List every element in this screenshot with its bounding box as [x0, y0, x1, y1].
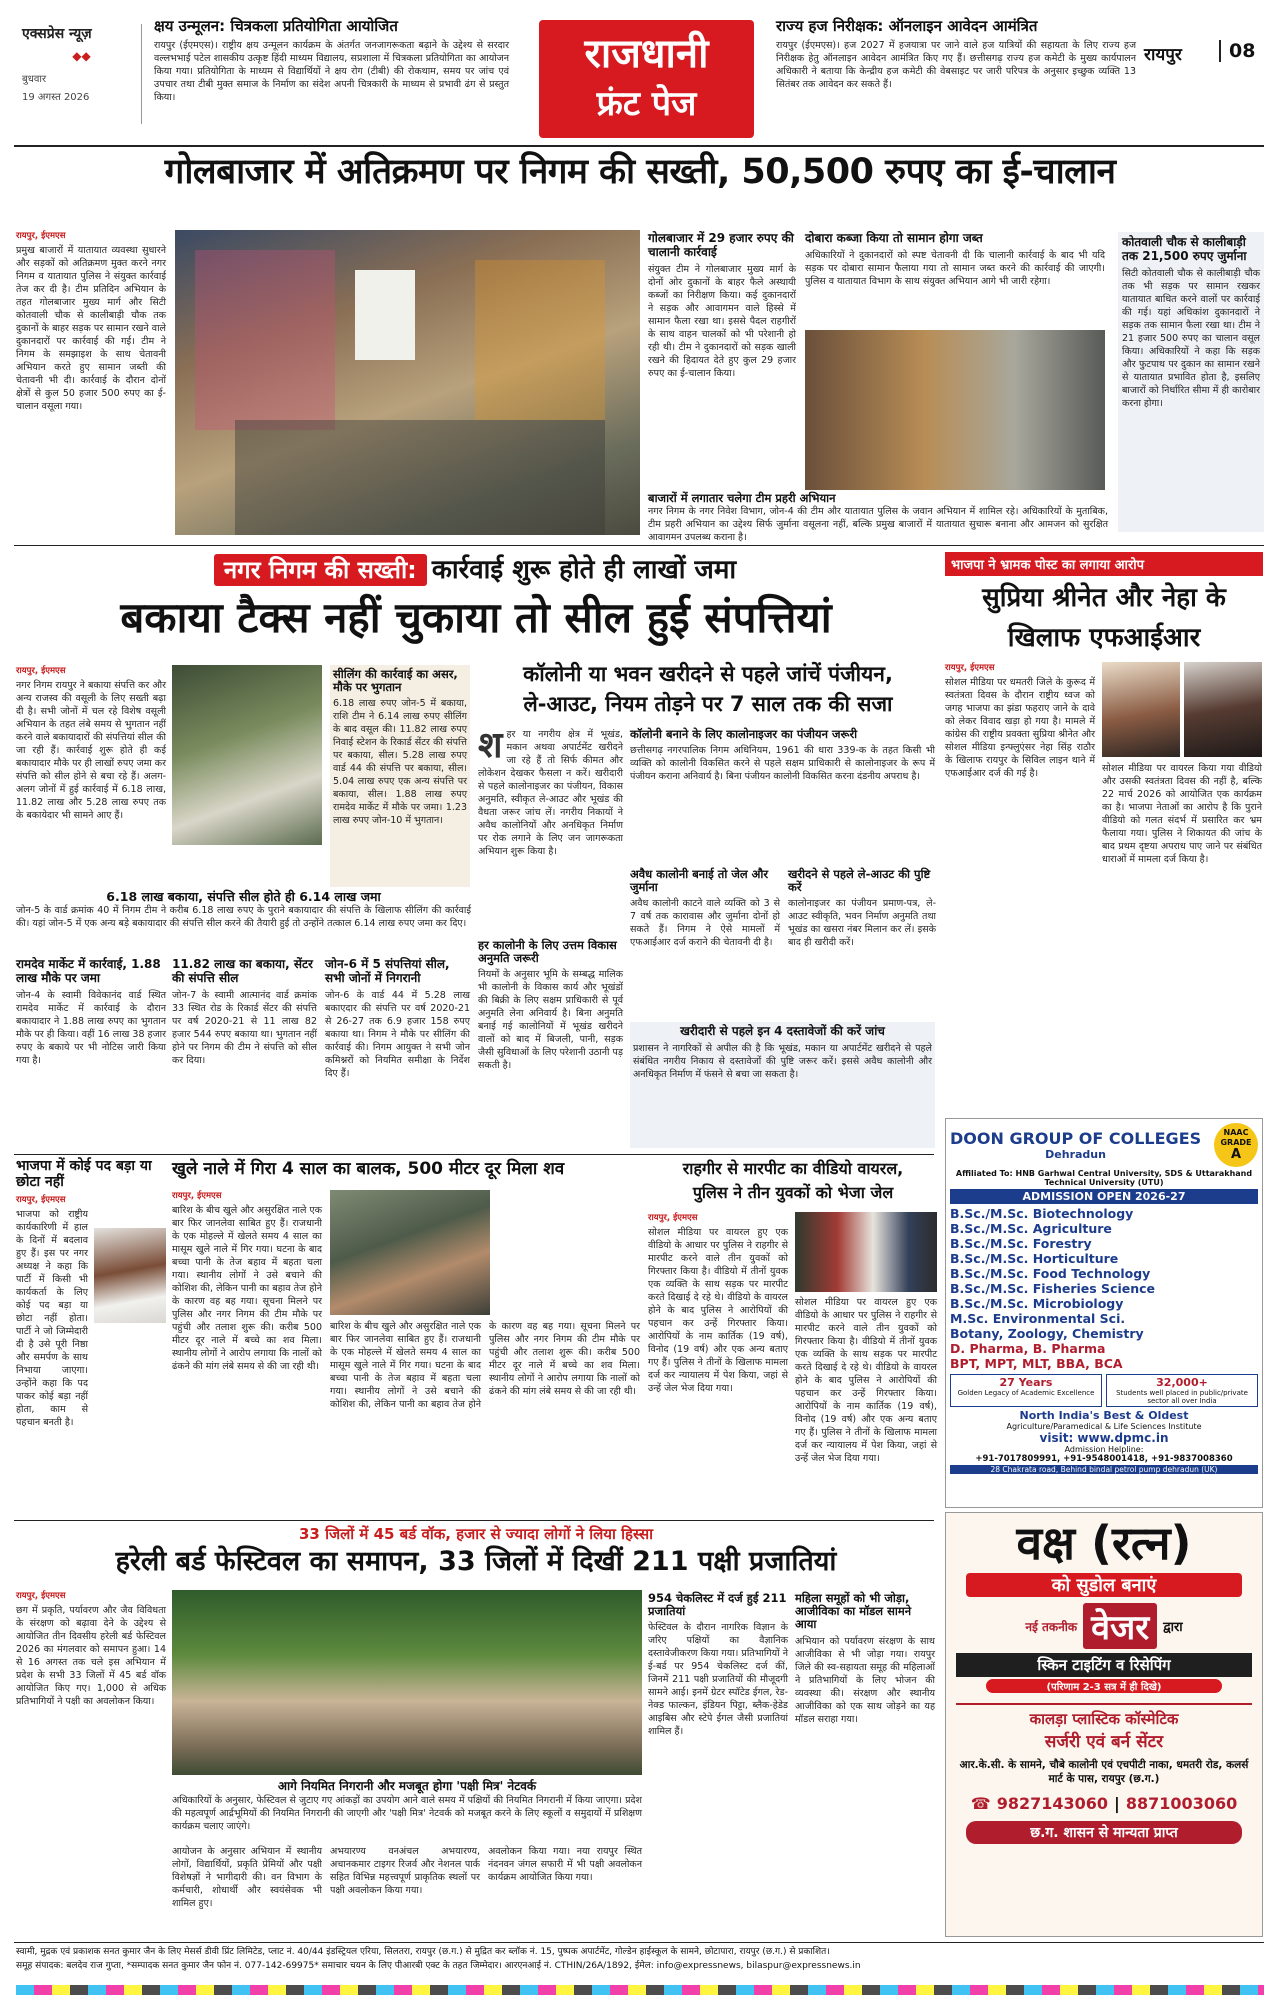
- naac-grade: A: [1230, 1147, 1242, 1162]
- ad-college-web[interactable]: visit: www.dpmc.in: [1039, 1431, 1169, 1445]
- colony-band-body: प्रशासन ने नागरिकों से अपील की है कि भूखंड, मकान या अपार्टमेंट खरीदने से पहले संबंधित नगरीय निकाय से दस्तावेजों की पुष्टि जरूर करें। इससे अवैध कालोनी और अनधिकृत निर्माण में फंसने से बचा जा सकता है।: [633, 1042, 932, 1080]
- lead-headline: गोलबाजार में अतिक्रमण पर निगम की सख्ती, 50,500 रुपए का ई-चालान: [164, 152, 1116, 192]
- colony-sub3-body: अवैध कालोनी काटने वाले व्यक्ति को 3 से 7 वर्ष तक कारावास और जुर्माना दोनों हो सकते हैं। निगम ने ऐसे मामलों में एफआईआर दर्ज कराने की चेतावनी दी है।: [630, 898, 780, 949]
- bird-rule: [14, 1520, 934, 1521]
- colony-col-1: [478, 725, 624, 1148]
- colony-sub1-headline: हर कालोनी के लिए उत्तम विकास अनुमति जरूरी: [478, 938, 617, 966]
- fir-byline: रायपुर, ईएमएस: [945, 663, 995, 673]
- naac-label: NAAC: [1223, 1128, 1249, 1137]
- course-item: B.Sc./M.Sc. Horticulture: [950, 1251, 1119, 1266]
- tax-sub-1-headline: रामदेव मार्केट में कार्रवाई, 1.88 लाख मौके पर जमा: [16, 957, 161, 985]
- brief-right-headline: राज्य हज निरीक्षक: ऑनलाइन आवेदन आमंत्रित: [776, 17, 1038, 35]
- phone-icon: ☎: [970, 1794, 991, 1813]
- lead-side: [1118, 232, 1264, 532]
- fir-kicker: भाजपा ने भ्रामक पोस्ट का लगाया आरोप: [945, 552, 1263, 576]
- course-item: Botany, Zoology, Chemistry: [950, 1326, 1144, 1341]
- tax-sub-2-headline: 11.82 लाख का बकाया, सेंटर की संपत्ति सील: [172, 957, 313, 985]
- footer-editor: समूह संपादक: बलदेव राज गुप्ता, *सम्पादक सनत कुमार जैन फोन नं. 077-142-69975* समाचार चयन के लिए पीआरबी एक्ट के तहत जिम्मेदार। आरएनआई नं. CTHIN/26A/1892, ईमेल: info@expressnews, bilaspur@expressnews.in: [16, 1961, 861, 1971]
- viral-headline-2: पुलिस ने तीन युवकों को भेजा जेल: [692, 1183, 894, 1202]
- ad-college-place: Dehradun: [1045, 1148, 1106, 1161]
- bird-body-4: अवलोकन किया गया। नया रायपुर स्थित नंदनवन जंगल सफारी में भी पक्षी अवलोकन कार्यक्रम आयोजित किया गया।: [488, 1846, 642, 1883]
- bird-sub1-headline: 954 चेकलिस्ट में दर्ज हुई 211 प्रजातियां: [648, 1591, 787, 1619]
- tax-sub-1: [16, 958, 166, 1148]
- colony-sub2-headline: कॉलोनी बनाने के लिए कालोनाइजर का पंजीयन जरूरी: [630, 727, 858, 741]
- masthead: [14, 18, 1264, 142]
- ad-clinic-tagline: स्किन टाइटिंग व रिसेपिंग: [956, 1653, 1252, 1677]
- ad-college-name: DOON GROUP OF COLLEGES: [950, 1129, 1202, 1148]
- tax-photo: [172, 665, 322, 845]
- section-title-line2: फ्रंट पेज: [596, 84, 697, 124]
- course-item: B.Sc./M.Sc. Fisheries Science: [950, 1281, 1156, 1296]
- bird-sub2-headline: महिला समूहों को भी जोड़ा, आजीविका का मॉडल सामने आया: [795, 1591, 912, 1632]
- bird-photo: [172, 1590, 642, 1775]
- colony-sub2-body: छत्तीसगढ़ नगरपालिक निगम अधिनियम, 1961 की धारा 339-क के तहत किसी भी व्यक्ति को कालोनी विकसित करने से पहले सक्षम प्राधिकारी से कालोनाइजर के रूप में पंजीयन कराना अनिवार्य है। बिना पंजीयन कालोनी विकसित करना दंडनीय अपराध है।: [630, 745, 935, 783]
- bird-kicker: 33 जिलों में 45 बर्ड वॉक, हजार से ज्यादा लोगों ने लिया हिस्सा: [299, 1525, 653, 1543]
- tax-sub-3: [325, 958, 470, 1148]
- ad-clinic-new-tech: नई तकनीक: [1025, 1619, 1078, 1634]
- tax-body: नगर निगम रायपुर ने बकाया संपत्ति कर और अन्य राजस्व की वसूली के लिए सख्ती बढ़ा दी है। सभी जोनों में चल रहे विशेष वसूली अभियान के तहत लंबे समय से भुगतान नहीं करने वाले बकायादारों की संपत्तियां सील की जा रही हैं। कार्रवाई शुरू होते ही कई बकायादार मौके पर ही लाखों रुपए जमा कर संपत्ति को सील होने से बचा रहे हैं। अलग-अलग जोनों में हुई कार्रवाई में 6.18 लाख, 11.82 लाख और 5.28 लाख रुपए तक के बकायेदार भी सामने आए हैं।: [16, 680, 166, 821]
- colony-col-2: [630, 728, 935, 858]
- bird-byline: रायपुर, ईएमएस: [16, 1591, 66, 1601]
- lead-photo-shops: [805, 330, 1105, 490]
- fir-photo-neha: [1184, 662, 1262, 757]
- lead-sub2-body: अधिकारियों ने दुकानदारों को स्पष्ट चेतावनी दी कि चालानी कार्रवाई के बाद भी यदि सड़क पर दोबारा सामान फैलाया गया तो सामान जब्त करने की कार्रवाई की जाएगी। पुलिस व यातायात विभाग के साथ संयुक्त अभियान आगे भी जारी रहेगा।: [805, 249, 1105, 287]
- colony-sub3-headline: अवैध कालोनी बनाई तो जेल और जुर्माना: [630, 867, 769, 895]
- bjp-brief-headline: भाजपा में कोई पद बड़ा या छोटा नहीं: [16, 1158, 152, 1191]
- ad-clinic-name-2: सर्जरी एवं बर्न सेंटर: [1044, 1732, 1164, 1752]
- lead-body: प्रमुख बाजारों में यातायात व्यवस्था सुधारने और सड़कों को अतिक्रमण मुक्त करने नगर निगम व यातायात पुलिस ने संयुक्त कार्रवाई तेज कर दी है। टीम प्रतिदिन अभियान के तहत गोलबाजार मुख्य मार्ग और सिटी कोतवाली चौक से कालीबाड़ी चौक तक दुकानों के बाहर सड़क पर सामान रखने वाले दुकानदारों पर कार्रवाई की गई। टीम ने निगम के समझाइश के साथ चेतावनी अभियान करते हुए सामान जब्ती की चेतावनी भी दी। कार्रवाई के दौरान दोनों क्षेत्रों से कुल 50 हजार 500 रुपए का ई-चालान वसूला गया।: [16, 245, 166, 412]
- ad-clinic[interactable]: [945, 1512, 1263, 1937]
- tax-sub-3-headline: जोन-6 में 5 संपत्तियां सील, सभी जोनों में निगरानी: [325, 957, 450, 985]
- course-item: B.Sc./M.Sc. Biotechnology: [950, 1206, 1134, 1221]
- colony-headline-2: ले-आउट, नियम तोड़ने पर 7 साल तक की सजा: [523, 692, 893, 716]
- bird-headline: हरेली बर्ड फेस्टिवल का समापन, 33 जिलों में दिखीं 211 पक्षी प्रजातियां: [115, 1546, 837, 1577]
- colony-band: [630, 1022, 935, 1148]
- brief-right: [776, 18, 1136, 138]
- colony-body-1-text: हर या नगरीय क्षेत्र में भूखंड, मकान अथवा अपार्टमेंट खरीदने जा रहे हैं तो सिर्फ कीमत और लोकेशन देखकर फैसला न करें। खरीदारी से पहले कालोनाइजर का पंजीयन, विकास अनुमति, स्वीकृत ले-आउट और भूखंड की वैधता जरूर जांच लें। नगरीय निकायों ने अवैध कालोनियों और अनधिकृत निर्माण पर रोक लगाने के लिए जन जागरूकता अभियान शुरू किया है।: [478, 729, 623, 857]
- footer-imprint: स्वामी, मुद्रक एवं प्रकाशक सनत कुमार जैन के लिए मेसर्स डीवी प्रिंट लिमिटेड, प्लाट नं. 40/44 इंडस्ट्रियल एरिया, सिलतरा, रायपुर (छ.ग.) से मुद्रित कर ब्लॉक नं. 15, पुष्पक अपार्टमेंट, गोल्डेन हाईस्कूल के सामने, छोटापारा, रायपुर (छ.ग.) से प्रकाशित।: [16, 1947, 830, 1957]
- colony-sub4-body: कालोनाइजर का पंजीयन प्रमाण-पत्र, ले-आउट स्वीकृति, भवन निर्माण अनुमति तथा भूखंड का खसरा नंबर मिलान कर लें। इसके बाद ही खरीदी करें।: [788, 898, 936, 949]
- tax-band-headline: 6.18 लाख बकाया, संपत्ति सील होते ही 6.14 लाख जमा: [106, 889, 381, 904]
- course-item: D. Pharma, B. Pharma: [950, 1341, 1106, 1356]
- tax-box-body: 6.18 लाख रुपए जोन-5 में बकाया, राशि टीम ने 6.14 लाख रुपए सीलिंग के बाद वसूल की। 11.82 लाख रुपए निवाई स्टेशन के रिकार्ड सेंटर की संपत्ति पर बकाया, सील। 5.28 लाख रुपए वार्ड 44 की संपत्ति पर बकाया, सील। 5.04 लाख रुपए एक अन्य संपत्ति पर बकाया, सील। 1.88 लाख रुपए रामदेव मार्केट में मौके पर जमा। 1.23 लाख रुपए जोन-10 में भुगतान।: [333, 698, 467, 827]
- tax-col-1: [16, 665, 166, 885]
- course-item: BPT, MPT, MLT, BBA, BCA: [950, 1356, 1123, 1371]
- section-title-line1: राजधानी: [584, 31, 709, 77]
- bird-box: [172, 1780, 642, 1840]
- viral-body-cont: सोशल मीडिया पर वायरल हुए एक वीडियो के आधार पर पुलिस ने राहगीर से मारपीट करने वाले तीन युवकों को गिरफ्तार किया है। वीडियो में तीनों युवक एक व्यक्ति के साथ सड़क पर मारपीट करते दिखाई दे रहे थे। वीडियो के वायरल होने के बाद पुलिस ने आरोपियों की पहचान कर उन्हें गिरफ्तार किया। आरोपियों के नाम कार्तिक (19 वर्ष), विनोद (19 वर्ष) और एक अन्य बताए गए हैं। पुलिस ने तीनों के खिलाफ मामला दर्ज कर न्यायालय में पेश किया, जहां से उन्हें जेल भेज दिया गया।: [795, 1297, 937, 1464]
- bird-col-2: [172, 1845, 322, 1930]
- paper-name: एक्सप्रेस न्यूज़: [22, 26, 92, 42]
- ad-college[interactable]: [945, 1118, 1263, 1508]
- masthead-rule: [14, 145, 1264, 147]
- colony-sub1-body: नियमों के अनुसार भूमि के सम्बद्ध मालिक भी कालोनी के विकास कार्य और भूखंडों की बिक्री के लिए सक्षम प्राधिकारी से पूर्व अनुमति लेना अनिवार्य है। बिना अनुमति बनाई गई कालोनियों में भूखंड खरीदने वालों को बाद में बिजली, पानी, सड़क जैसी सुविधाओं के लिए परेशानी उठानी पड़ सकती है।: [478, 969, 624, 1072]
- lead-sub1-headline: गोलबाजार में 29 हजार रुपए की चालानी कार्रवाई: [648, 231, 794, 259]
- course-item: M.Sc. Environmental Sci.: [950, 1311, 1126, 1326]
- lead-rule: [14, 545, 1264, 546]
- ad-college-phones[interactable]: +91-7017809991, +91-9548001418, +91-9837008360: [975, 1454, 1233, 1464]
- bird-col-4: [488, 1845, 642, 1930]
- lead-sub1-body: संयुक्त टीम ने गोलबाजार मुख्य मार्ग के दोनों ओर दुकानों के बाहर फैले अस्थायी कब्जों का निरीक्षण किया। कई दुकानदारों ने सड़क और आवागमन वाले हिस्से में सामान फैला रखा था। इससे पैदल राहगीरों के साथ वाहन चालकों को भी परेशानी हो रही थी। टीम ने दुकानदारों को सड़क खाली रखने की हिदायत देते हुए कुल 29 हजार रुपए का ई-चालान किया।: [648, 263, 796, 379]
- ad-clinic-name: कालड़ा प्लास्टिक कॉस्मेटिक: [1029, 1710, 1179, 1728]
- drain-col-2: [330, 1320, 640, 1496]
- fir-headline: सुप्रिया श्रीनेत और नेहा के खिलाफ एफआईआर: [982, 583, 1226, 653]
- brief-left: [154, 18, 509, 138]
- bird-sub-1: [648, 1592, 788, 1930]
- drain-body-cont: बारिश के बीच खुले और असुरक्षित नाले एक बार फिर जानलेवा साबित हुए हैं। राजधानी के एक मोहल्ले में खेलते समय 4 साल का मासूम खुले नाले में गिर गया। घटना के बाद बच्चा पानी के तेज बहाव में बहता चला गया। स्थानीय लोगों ने उसे बचाने की कोशिश की, लेकिन पानी का बहाव तेज होने के कारण वह बह गया। सूचना मिलने पर पुलिस और नगर निगम की टीम मौके पर पहुंची और तलाश शुरू की। करीब 500 मीटर दूर नाले में बच्चे का शव मिला। स्थानीय लोगों ने आरोप लगाया कि नालों को ढंकने की मांग लंबे समय से की जा रही थी।: [330, 1321, 640, 1410]
- colony-headline-1: कॉलोनी या भवन खरीदने से पहले जांचें पंजीयन,: [523, 662, 893, 686]
- lead-photo-market: [175, 230, 640, 535]
- ad-college-helpline: Admission Helpline:: [1064, 1445, 1144, 1454]
- drain-col-1: [172, 1190, 322, 1495]
- naac-grade-label: GRADE: [1220, 1138, 1252, 1147]
- tax-sub-2-body: जोन-7 के स्वामी आत्मानंद वार्ड क्रमांक 33 स्थित रोड के रिकार्ड सेंटर की संपत्ति पर वर्ष 2020-21 से 11 लाख 82 हजार 544 रुपए बकाया था। भुगतान नहीं होने पर निगम की टीम ने संपत्ति को सील कर दिया।: [172, 989, 317, 1066]
- lead-byline: रायपुर, ईएमएस: [16, 231, 66, 241]
- bird-col-3: [330, 1845, 480, 1930]
- ad-clinic-by: द्वारा: [1163, 1620, 1183, 1635]
- colony-col-4: [788, 868, 936, 1018]
- ad-clinic-address: आर.के.सी. के सामने, चौबे कालोनी एवं एचपीटी नाका, धमतरी रोड, कलर्स मार्ट के पास, रायपुर (छ.ग.): [959, 1759, 1249, 1785]
- tax-sub-3-body: जोन-6 के वार्ड 44 में 5.28 लाख बकाएदार की संपत्ति पर वर्ष 2020-21 से 26-27 तक 6.9 हजार 158 रुपए बकाया था। निगम ने मौके पर सीलिंग की कार्रवाई की। निगम आयुक्त ने सभी जोन कमिश्नरों को नियमित समीक्षा के निर्देश दिए हैं।: [325, 989, 470, 1079]
- ad-college-best: North India's Best & Oldest: [1019, 1409, 1189, 1422]
- bird-sub1-body: फेस्टिवल के दौरान नागरिक विज्ञान के जरिए पक्षियों का वैज्ञानिक दस्तावेजीकरण किया गया। प्रतिभागियों ने ई-बर्ड पर 954 चेकलिस्ट दर्ज कीं, जिनमें 211 पक्षी प्रजातियों की मौजूदगी सामने आई। इनमें ग्रेटर स्पॉटेड ईगल, रेड-नेक्ड फाल्कन, इंडियन पिट्टा, ब्लैक-हेडेड आइबिस और स्टेपे ईगल जैसी प्रजातियां शामिल हैं।: [648, 1622, 788, 1738]
- tax-band-body: जोन-5 के वार्ड क्रमांक 40 में निगम टीम ने करीब 6.18 लाख रुपए के पुराने बकायादार की संपत्ति के खिलाफ सीलिंग की कार्रवाई की। यहां जोन-5 में एक अन्य बड़े बकायादार की संपत्ति सील करने की तैयारी हुई तो उन्होंने तत्काल 6.14 लाख रुपए जमा कर दिए।: [16, 905, 471, 930]
- lead-sub2: [805, 232, 1105, 327]
- colony-dropcap: श: [478, 725, 503, 766]
- bjp-brief-byline: रायपुर, ईएमएस: [16, 1195, 66, 1206]
- colony-col-3: [630, 868, 780, 1018]
- drain-photo: [330, 1190, 490, 1315]
- footer-rule: [14, 1942, 1264, 1943]
- lead-sub2-headline: दोबारा कब्जा किया तो सामान होगा जब्त: [805, 231, 983, 245]
- ad-college-course-list: [950, 1206, 1258, 1371]
- ad-college-admission: ADMISSION OPEN 2026-27: [950, 1189, 1258, 1204]
- ad-clinic-note: (परिणाम 2-3 सत्र में ही दिखे): [986, 1679, 1222, 1693]
- naac-badge: [1214, 1123, 1258, 1167]
- brief-right-body: रायपुर (ईएमएस)। हज 2027 में हजयात्रा पर जाने वाले हज यात्रियों की सहायता के लिए राज्य हज निरीक्षक हेतु ऑनलाइन आवेदन आमंत्रित किए गए हैं। छत्तीसगढ़ राज्य हज कमेटी के मुख्य कार्यपालन अधिकारी ने बताया कि केन्द्रीय हज कमेटी की वेबसाइट पर जारी परिपत्र के अनुसार इच्छुक व्यक्ति 13 सितंबर तक आवेदन कर सकते हैं।: [776, 40, 1136, 91]
- tax-kicker-rest: कार्रवाई शुरू होते ही लाखों जमा: [431, 555, 737, 585]
- print-register-marks: [16, 1985, 1264, 1995]
- lead-col-1: [16, 230, 166, 535]
- bird-box-body: अधिकारियों के अनुसार, फेस्टिवल से जुटाए गए आंकड़ों का उपयोग आने वाले समय में पक्षियों की नियमित निगरानी में किया जाएगा। प्रदेश की महत्वपूर्ण आर्द्रभूमियों की नियमित निगरानी की जाएगी और 'पक्षी मित्र' नेटवर्क को मजबूत करने के लिए स्कूलों व समुदायों में प्रशिक्षण कार्यक्रम चलाए जाएंगे।: [172, 1794, 642, 1832]
- course-item: B.Sc./M.Sc. Food Technology: [950, 1266, 1151, 1281]
- tax-kicker: [105, 550, 845, 590]
- drain-body: बारिश के बीच खुले और असुरक्षित नाले एक बार फिर जानलेवा साबित हुए हैं। राजधानी के एक मोहल्ले में खेलते समय 4 साल का मासूम खुले नाले में गिर गया। घटना के बाद बच्चा पानी के तेज बहाव में बहता चला गया। स्थानीय लोगों ने उसे बचाने की कोशिश की, लेकिन पानी का बहाव तेज होने के कारण वह बह गया। सूचना मिलने पर पुलिस और नगर निगम की टीम मौके पर पहुंची और तलाश शुरू की। करीब 500 मीटर दूर नाले में बच्चे का शव मिला। स्थानीय लोगों ने आरोप लगाया कि नालों को ढंकने की मांग लंबे समय से की जा रही थी।: [172, 1205, 322, 1372]
- lead-side-headline: कोतवाली चौक से कालीबाड़ी तक 21,500 रुपए जुर्माना: [1122, 235, 1247, 263]
- brief-left-body: रायपुर (ईएमएस)। राष्ट्रीय क्षय उन्मूलन कार्यक्रम के अंतर्गत जनजागरूकता बढ़ाने के उद्देश्य से सरदार वल्लभभाई पटेल शासकीय उत्कृष्ट हिंदी माध्यम विद्यालय, सप्रशाला में चित्रकला प्रतियोगिता का आयोजन किया गया। प्रतियोगिता के माध्यम से विद्यार्थियों ने क्षय रोग (टीबी) की रोकथाम, समय पर जांच एवं उपचार तथा टीबी मुक्त समाज के निर्माण का संदेश अपनी चित्रकारी के माध्यम से प्रभावी ढंग से प्रस्तुत किया।: [154, 40, 509, 104]
- drain-byline: रायपुर, ईएमएस: [172, 1191, 222, 1201]
- fir-body-2: सोशल मीडिया पर वायरल किया गया वीडियो और उसकी स्वतंत्रता दिवस की नहीं है, बल्कि 22 मार्च 2026 को आयोजित एक कार्यक्रम का है। भाजपा नेताओं का आरोप है कि पुराने वीडियो को गलत संदर्भ में प्रसारित कर भ्रम फैलाया गया। पुलिस ने शिकायत की जांच के बाद प्रथम दृष्टया अपराध पाए जाने पर संबंधित धाराओं में मामला दर्ज किया है।: [1102, 763, 1262, 865]
- lead-caption: [648, 491, 1108, 544]
- logo-mark-icon: ◆◆: [72, 49, 91, 63]
- course-item: B.Sc./M.Sc. Agriculture: [950, 1221, 1112, 1236]
- ad-college-affiliation: Affiliated To: HNB Garhwal Central University, SDS & Uttarakhand Technical University (UTU): [955, 1169, 1253, 1187]
- tax-headline: बकाया टैक्स नहीं चुकाया तो सील हुई संपत्तियां: [120, 593, 832, 642]
- fir-col-2: [1102, 762, 1262, 1112]
- bird-sub2-body: अभियान को पर्यावरण संरक्षण के साथ आजीविका से भी जोड़ा गया। रायपुर जिले की स्व-सहायता समूह की महिलाओं ने प्रतिभागियों के लिए भोजन की व्यवस्था की। संरक्षण और स्थानीय आजीविका को एक साथ जोड़ने का यह मॉडल सराहा गया।: [795, 1635, 935, 1725]
- fir-col-1: [945, 662, 1095, 1112]
- ad-college-best-note: Agriculture/Paramedical & Life Sciences Institute: [1006, 1422, 1202, 1431]
- page-number: 08: [1219, 40, 1255, 62]
- bird-body-3: अभयारण्य वनअंचल अभयारण्य, अचानकमार टाइगर रिजर्व और नेशनल पार्क सहित विभिन्न महत्त्वपूर्ण प्राकृतिक स्थलों पर पक्षी अवलोकन किया गया।: [330, 1846, 480, 1896]
- ad-clinic-subtitle: को सुडोल बनाएं: [966, 1573, 1242, 1597]
- tax-box-headline: सीलिंग की कार्रवाई का असर, मौके पर भुगतान: [333, 667, 458, 695]
- ad-college-address: 28 Chakrata road, Behind bindal petrol pump dehradun (UK): [950, 1465, 1258, 1474]
- section-title-box: [539, 20, 754, 138]
- viral-col-1: [648, 1212, 788, 1497]
- bird-body-2: आयोजन के अनुसार अभियान में स्थानीय लोगों, विद्यार्थियों, प्रकृति प्रेमियों और पक्षी विशेषज्ञों ने भागीदारी की। वन विभाग के कर्मचारी, शोधार्थी और स्वयंसेवक भी शामिल हुए।: [172, 1846, 322, 1909]
- ad-college-students-note: Students well placed in public/private sector all over India: [1116, 1389, 1248, 1405]
- viral-col-2: [795, 1296, 937, 1496]
- tax-box: [330, 665, 470, 887]
- drain-headline: खुले नाले में गिरा 4 साल का बालक, 500 मीटर दूर मिला शव: [172, 1159, 565, 1179]
- tax-kicker-red: नगर निगम की सख्ती:: [214, 554, 427, 586]
- ad-clinic-phone-2[interactable]: 8871003060: [1125, 1794, 1238, 1813]
- lead-caption-headline: बाजारों में लगातार चलेगा टीम प्रहरी अभियान: [648, 491, 836, 505]
- ad-clinic-phone-1[interactable]: 9827143060: [996, 1794, 1109, 1813]
- colony-sub4-headline: खरीदने से पहले ले-आउट की पुष्टि करें: [788, 867, 931, 895]
- ad-college-years: 27 Years: [999, 1376, 1053, 1389]
- bird-col-1: [16, 1590, 166, 1930]
- tax-sub-1-body: जोन-4 के स्वामी विवेकानंद वार्ड स्थित रामदेव मार्केट में कार्रवाई के दौरान बकायादार ने 1.88 लाख रुपए का भुगतान मौके पर ही किया। वहीं 16 लाख 38 हजार रुपए के बकाये पर भी नोटिस जारी किया गया है।: [16, 989, 166, 1066]
- bird-body-1: छग में प्रकृति, पर्यावरण और जैव विविधता के संरक्षण को बढ़ावा देने के उद्देश्य से आयोजित तीन दिवसीय हरेली बर्ड फेस्टिवल 2026 का मंगलवार को समापन हुआ। 14 से 16 अगस्त तक चले इस अभियान में प्रदेश के सभी 33 जिलों में 45 बर्ड वॉक आयोजित किए गए। 1,000 से अधिक प्रतिभागियों ने पक्षी का अवलोकन किया।: [16, 1605, 166, 1707]
- colony-band-headline: खरीदारी से पहले इन 4 दस्तावेजों की करें जांच: [680, 1024, 885, 1038]
- tax-byline: रायपुर, ईएमएस: [16, 666, 66, 676]
- bird-sub-2: [795, 1592, 935, 1930]
- course-item: B.Sc./M.Sc. Microbiology: [950, 1296, 1124, 1311]
- mid-rule: [14, 1154, 934, 1155]
- bird-box-headline: आगे नियमित निगरानी और मजबूत होगा 'पक्षी मित्र' नेटवर्क: [277, 1779, 537, 1793]
- ad-clinic-recognition: छ.ग. शासन से मान्यता प्राप्त: [966, 1821, 1242, 1844]
- ad-college-students: 32,000+: [1156, 1376, 1208, 1389]
- viral-headline-1: राहगीर से मारपीट का वीडियो वायरल,: [682, 1159, 904, 1178]
- issue-day: बुधवार: [22, 74, 47, 85]
- colony-body-1: [478, 725, 623, 933]
- ad-clinic-vaser: वेजर: [1083, 1603, 1157, 1649]
- viral-photo: [795, 1212, 937, 1292]
- tax-band: [16, 890, 471, 952]
- fir-body-1: सोशल मीडिया पर धमतरी जिले के कुरूद में स्वतंत्रता दिवस के दौरान राष्ट्रीय ध्वज को जगह भाजपा का झंडा फहराए जाने के दावे को लेकर विवाद खड़ा हो गया है। मामले में कांग्रेस की राष्ट्रीय प्रवक्ता सुप्रिया श्रीनेत और सोशल मीडिया इन्फ्लुएंसर नेहा सिंह राठौर के खिलाफ रायपुर के सिविल लाइन थाने में एफआईआर दर्ज की गई है।: [945, 677, 1095, 779]
- bjp-brief-body: भाजपा को राष्ट्रीय कार्यकारिणी में हाल के दिनों में बदलाव हुए हैं। इस पर नगर अध्यक्ष ने कहा कि पार्टी में किसी भी कार्यकर्ता के लिए कोई पद बड़ा या छोटा नहीं होता। पार्टी ने जो जिम्मेदारी दी है उसे पूरी निष्ठा और समर्पण के साथ निभाया जाएगा। उन्होंने कहा कि पद पाकर कोई बड़ा नहीं होता, काम से पहचान बनती है।: [16, 1209, 88, 1429]
- ad-college-years-note: Golden Legacy of Academic Excellence: [957, 1389, 1095, 1397]
- tax-sub-2: [172, 958, 317, 1148]
- phone-separator: |: [1114, 1794, 1120, 1813]
- viral-byline: रायपुर, ईएमएस: [648, 1213, 698, 1223]
- course-item: B.Sc./M.Sc. Forestry: [950, 1236, 1092, 1251]
- lead-sub1: [648, 232, 796, 487]
- bjp-brief: [16, 1158, 166, 1498]
- fir-photo-supriya: [1102, 662, 1180, 757]
- lead-caption-body: नगर निगम के नगर निवेश विभाग, जोन-4 की टीम और यातायात पुलिस के जवान अभियान में शामिल रहे। अधिकारियों के मुताबिक, टीम प्रहरी अभियान का उद्देश्य सिर्फ जुर्माना वसूलना नहीं, बल्कि प्रमुख बाजारों में यातायात सुचारू बनाना और आमजन को सुरक्षित आवागमन उपलब्ध कराना है।: [648, 506, 1108, 544]
- lead-side-body: सिटी कोतवाली चौक से कालीबाड़ी चौक तक भी सड़क पर सामान रखकर यातायात बाधित करने वालों पर कार्रवाई की गई। यहां अधिकांश दुकानदारों ने सड़क तक सामान फैला रखा था। टीम ने 21 हजार 500 रुपए का चालान वसूल किया। अधिकारियों ने कहा कि सड़क और फुटपाथ पर दुकान का सामान रखने से यातायात प्रभावित होता है, इसलिए बाजारों को निर्धारित सीमा में ही कारोबार करना होगा।: [1122, 267, 1260, 409]
- city-label: रायपुर: [1144, 45, 1182, 65]
- issue-date: 19 अगस्त 2026: [22, 92, 90, 103]
- brief-left-headline: क्षय उन्मूलन: चित्रकला प्रतियोगिता आयोजित: [154, 17, 398, 35]
- viral-body: सोशल मीडिया पर वायरल हुए एक वीडियो के आधार पर पुलिस ने राहगीर से मारपीट करने वाले तीन युवकों को गिरफ्तार किया है। वीडियो में तीनों युवक एक व्यक्ति के साथ सड़क पर मारपीट करते दिखाई दे रहे थे। वीडियो के वायरल होने के बाद पुलिस ने आरोपियों की पहचान कर उन्हें गिरफ्तार किया। आरोपियों के नाम कार्तिक (19 वर्ष), विनोद (19 वर्ष) और एक अन्य बताए गए हैं। पुलिस ने तीनों के खिलाफ मामला दर्ज कर न्यायालय में पेश किया, जहां से उन्हें जेल भेज दिया गया।: [648, 1227, 788, 1394]
- bjp-brief-photo: [94, 1228, 166, 1323]
- paper-logo: [22, 24, 142, 124]
- ad-clinic-title: वक्ष (रत्न): [1016, 1516, 1192, 1570]
